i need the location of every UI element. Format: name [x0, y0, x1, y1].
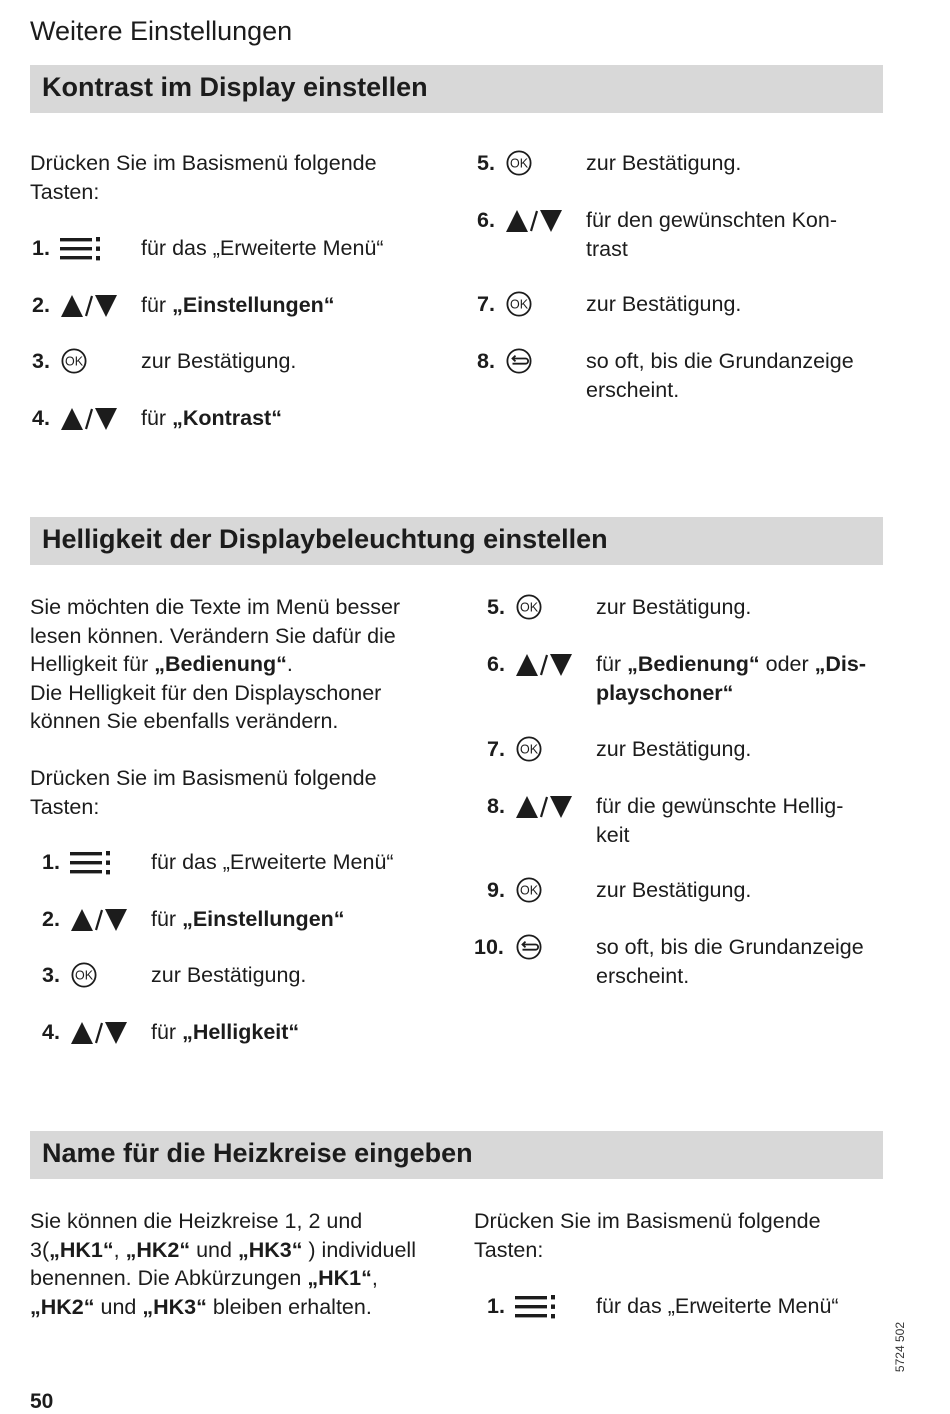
- ok-icon: [506, 291, 532, 317]
- s1-step-1-text: für das „Erweiterte Menü“: [141, 236, 384, 260]
- s1-step-6-number: 6.: [477, 208, 495, 232]
- up-down-arrows-icon: [61, 407, 119, 431]
- s2-step-9-text: zur Bestätigung.: [596, 878, 752, 902]
- s2-step-2-number: 2.: [42, 907, 60, 931]
- s3-l3c: ,: [371, 1266, 378, 1290]
- s1-step-3-number: 3.: [32, 349, 50, 373]
- s1-step-1-number: 1.: [32, 236, 50, 260]
- section-heading-bar-contrast: [30, 65, 883, 113]
- s1-step-2-text: [141, 291, 335, 320]
- s1-step-5-text: zur Bestätigung.: [586, 151, 742, 175]
- s1-step-5-number: 5.: [477, 151, 495, 175]
- s1-step-8-text: [586, 347, 854, 404]
- s1-step-7-text: zur Bestätigung.: [586, 292, 742, 316]
- s1-step-4-text-a: für: [141, 406, 173, 430]
- s3-l4c: „HK3“: [142, 1294, 207, 1319]
- page-number: 50: [30, 1390, 54, 1413]
- up-down-arrows-icon: [516, 653, 574, 677]
- s2-step-4-number: 4.: [42, 1020, 60, 1044]
- section-heading-contrast: Kontrast im Display einstellen: [42, 72, 428, 102]
- s3-paragraph-line-1: Sie können die Heizkreise 1, 2 und: [30, 1209, 363, 1233]
- s3-paragraph-line-3: [30, 1264, 416, 1293]
- s3-l2e: und: [190, 1237, 238, 1262]
- ok-icon: [516, 736, 542, 762]
- s3-paragraph-line-4: [30, 1293, 416, 1322]
- section-heading-bar-heating-circuits: [30, 1131, 883, 1179]
- s1-step-2-text-b: „Einstellungen“: [172, 293, 335, 317]
- up-down-arrows-icon: [71, 1021, 129, 1045]
- s2-step-1-text: für das „Erweiterte Menü“: [151, 850, 394, 874]
- s1-step-2-number: 2.: [32, 293, 50, 317]
- section-heading-brightness: Helligkeit der Displaybeleuchtung einstellen: [42, 524, 608, 554]
- s2-step-10-text: [596, 933, 864, 990]
- s1-step-6-line-1: für den gewünschten Kon-: [586, 208, 837, 232]
- s3-l4b: und: [94, 1294, 143, 1319]
- s1-step-8-line-2: erscheint.: [586, 377, 680, 402]
- s3-intro-line-1: Drücken Sie im Basismenü folgende: [474, 1209, 821, 1233]
- up-down-arrows-icon: [61, 294, 119, 318]
- up-down-arrows-icon: [516, 795, 574, 819]
- chapter-title: Weitere Einstellungen: [30, 16, 293, 46]
- s2-paragraph-line-4: Die Helligkeit für den Displayschoner: [30, 680, 382, 705]
- s2-step-6-text-b: „Bedienung“: [627, 652, 760, 676]
- s2-intro-line-1: Drücken Sie im Basismenü folgende: [30, 766, 377, 790]
- section-heading-bar-brightness: [30, 517, 883, 565]
- s2-step-4-text-b: „Helligkeit“: [182, 1020, 300, 1044]
- s2-step-8-text: [596, 792, 843, 849]
- s2-step-6-number: 6.: [487, 652, 505, 676]
- s3-l4d: bleiben erhalten.: [206, 1294, 372, 1319]
- s2-step-9-number: 9.: [487, 878, 505, 902]
- s1-intro-line-2: Tasten:: [30, 179, 100, 204]
- s2-step-6-text-a: für: [596, 652, 628, 676]
- menu-icon: [60, 237, 102, 261]
- s2-paragraph-line-3: [30, 650, 400, 679]
- s2-step-7-text: zur Bestätigung.: [596, 737, 752, 761]
- s2-step-4-text: [151, 1018, 299, 1047]
- s2-step-6-text-c: oder: [759, 652, 815, 676]
- s2-step-10-line-2: erscheint.: [596, 963, 690, 988]
- s3-l2f: „HK3“: [237, 1237, 303, 1262]
- back-icon: [516, 934, 542, 960]
- s1-step-4-number: 4.: [32, 406, 50, 430]
- s3-step-1-number: 1.: [487, 1294, 505, 1318]
- menu-icon: [515, 1295, 557, 1319]
- s3-step-1-text: für das „Erweiterte Menü“: [596, 1294, 839, 1318]
- s1-step-8-number: 8.: [477, 349, 495, 373]
- s1-step-4-text-b: „Kontrast“: [172, 406, 282, 430]
- s2-step-8-line-2: keit: [596, 822, 630, 847]
- up-down-arrows-icon: [71, 908, 129, 932]
- s2-paragraph-line-5: können Sie ebenfalls verändern.: [30, 709, 339, 733]
- s1-step-6-line-2: trast: [586, 236, 628, 261]
- s3-paragraph-line-2: [30, 1236, 416, 1265]
- s2-paragraph-line-3-c: .: [286, 652, 293, 676]
- s3-l2a: 3(: [30, 1237, 50, 1262]
- s2-step-8-line-1: für die gewünschte Hellig-: [596, 794, 844, 818]
- ok-icon: [516, 877, 542, 903]
- s2-step-6-line-2: [596, 679, 866, 708]
- s1-step-8-line-1: so oft, bis die Grundanzeige: [586, 349, 854, 373]
- s2-step-10-line-1: so oft, bis die Grundanzeige: [596, 935, 864, 959]
- s3-l3a: benennen. Die Abkürzungen: [30, 1266, 308, 1290]
- s3-l2c: ,: [113, 1237, 126, 1262]
- document-number: 5724 502: [893, 1322, 907, 1373]
- s2-step-1-number: 1.: [42, 850, 60, 874]
- s2-step-10-number: 10.: [474, 935, 504, 959]
- s2-intro: [30, 764, 377, 821]
- s3-intro-line-2: Tasten:: [474, 1237, 544, 1262]
- s2-intro-line-2: Tasten:: [30, 794, 100, 819]
- s3-paragraph: [30, 1207, 416, 1321]
- s3-intro: [474, 1207, 821, 1264]
- s3-l4a: „HK2“: [30, 1294, 95, 1319]
- s2-step-6-text: [596, 650, 866, 707]
- s2-step-5-number: 5.: [487, 595, 505, 619]
- s2-step-2-text-a: für: [151, 907, 183, 931]
- up-down-arrows-icon: [506, 209, 564, 233]
- s3-l2g: ) individuell: [302, 1237, 416, 1262]
- s3-l3b: „HK1“: [307, 1266, 372, 1290]
- ok-icon: [71, 962, 97, 988]
- s2-paragraph-line-1: Sie möchten die Texte im Menü besser: [30, 595, 401, 619]
- s1-step-7-number: 7.: [477, 292, 495, 316]
- s2-paragraph-line-3-a: Helligkeit für: [30, 652, 155, 676]
- s2-paragraph: [30, 593, 400, 736]
- s2-step-6-text-e: playschoner“: [596, 680, 734, 705]
- ok-icon: [516, 594, 542, 620]
- s2-step-3-text: zur Bestätigung.: [151, 963, 307, 987]
- s1-step-3-text: zur Bestätigung.: [141, 349, 297, 373]
- s1-intro: [30, 149, 377, 206]
- s1-step-2-text-a: für: [141, 293, 173, 317]
- s1-intro-line-1: Drücken Sie im Basismenü folgende: [30, 151, 377, 175]
- s2-step-6-text-d: „Dis-: [814, 652, 867, 676]
- back-icon: [506, 348, 532, 374]
- s3-l2d: „HK2“: [125, 1237, 191, 1262]
- s2-step-3-number: 3.: [42, 963, 60, 987]
- s2-step-7-number: 7.: [487, 737, 505, 761]
- s2-step-5-text: zur Bestätigung.: [596, 595, 752, 619]
- s2-step-2-text-b: „Einstellungen“: [182, 907, 345, 931]
- s2-step-2-text: [151, 905, 345, 934]
- s2-step-6-line-1: [596, 650, 866, 679]
- s2-paragraph-line-2: lesen können. Verändern Sie dafür die: [30, 623, 396, 648]
- section-heading-heating-circuits: Name für die Heizkreise eingeben: [42, 1138, 473, 1168]
- s2-step-4-text-a: für: [151, 1020, 183, 1044]
- ok-icon: [61, 348, 87, 374]
- s1-step-4-text: [141, 404, 282, 433]
- s1-step-6-text: [586, 206, 837, 263]
- s2-paragraph-line-3-b: „Bedienung“: [154, 652, 287, 676]
- s3-l2b: „HK1“: [49, 1237, 114, 1262]
- menu-icon: [70, 851, 112, 875]
- ok-icon: [506, 150, 532, 176]
- s2-step-8-number: 8.: [487, 794, 505, 818]
